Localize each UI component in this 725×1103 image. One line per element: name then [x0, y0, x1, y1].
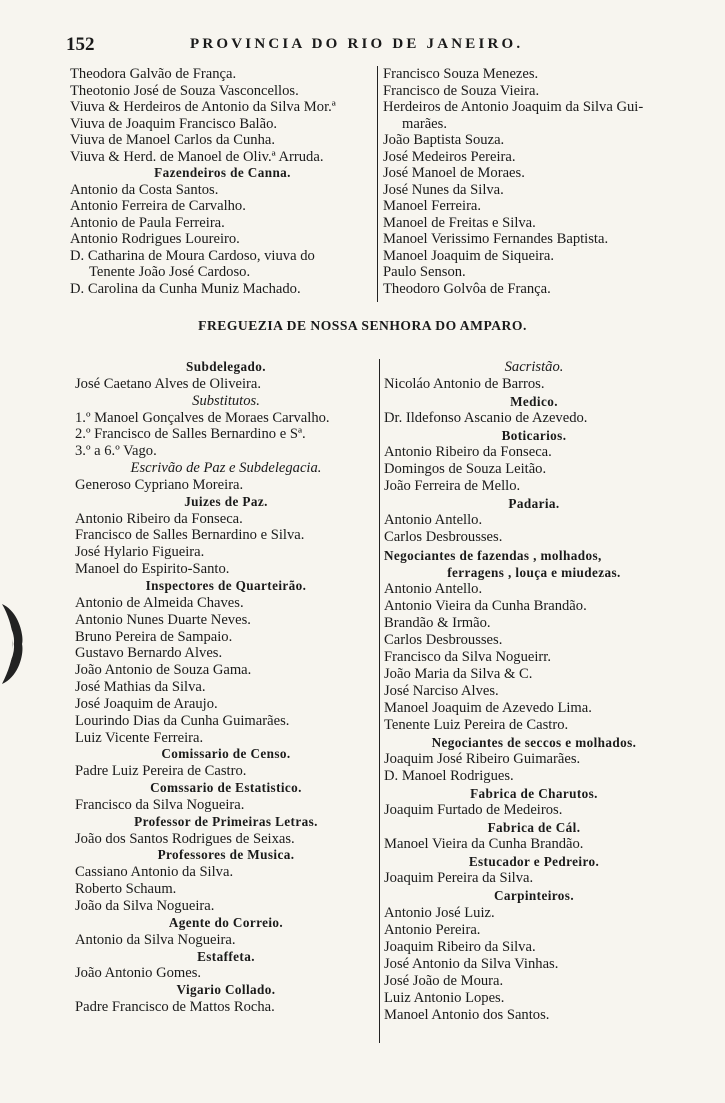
list-entry: Francisco da Silva Nogueira. — [75, 796, 245, 813]
category-heading: ferragens , louça e miudezas. — [447, 564, 621, 580]
list-entry: Francisco da Silva Nogueirr. — [384, 648, 551, 665]
list-entry: Antonio de Paula Ferreira. — [70, 214, 225, 231]
list-entry: Padre Francisco de Mattos Rocha. — [75, 999, 275, 1016]
list-entry: Antonio Ferreira de Carvalho. — [70, 198, 246, 214]
category-heading: Negociantes de fazendas , molhados, — [384, 547, 602, 563]
right-column — [384, 359, 684, 1024]
list-entry: 2.º Francisco de Salles Bernardino e Sª. — [75, 426, 306, 443]
category-heading: Escrivão de Paz e Subdelegacia. — [130, 460, 322, 477]
list-entry: D. Carolina da Cunha Muniz Machado. — [70, 280, 301, 297]
list-entry: Nicoláo Antonio de Barros. — [384, 376, 545, 393]
list-entry: Manoel Antonio dos Santos. — [384, 1006, 550, 1023]
category-heading: Sacristão. — [504, 359, 564, 375]
category-heading: Negociantes de seccos e molhados. — [431, 735, 637, 751]
list-entry: Antonio Nunes Duarte Neves. — [75, 611, 251, 628]
list-entry: marães. — [402, 115, 447, 132]
main-column-rule — [379, 359, 380, 1043]
category-heading: Vigario Collado. — [176, 982, 276, 998]
top-left-column — [70, 66, 375, 297]
list-entry: Joaquim Ribeiro da Silva. — [384, 938, 536, 955]
list-entry: 1.º Manoel Gonçalves de Moraes Carvalho. — [75, 409, 330, 426]
list-entry: José Hylario Figueira. — [75, 544, 205, 561]
list-entry: Manoel Joaquim de Siqueira. — [383, 247, 555, 264]
list-entry: Viuva de Joaquim Francisco Balão. — [70, 115, 278, 132]
list-entry: Manoel Joaquim de Azevedo Lima. — [384, 699, 592, 716]
list-entry: Luiz Vicente Ferreira. — [75, 729, 204, 746]
list-entry: Antonio da Silva Nogueira. — [75, 931, 236, 948]
category-heading: Professores de Musica. — [157, 847, 295, 863]
top-right-column — [383, 66, 683, 297]
category-heading: Fazendeiros de Canna. — [154, 165, 291, 180]
list-entry: Joaquim José Ribeiro Guimarães. — [384, 751, 581, 768]
category-heading: Estaffeta. — [197, 948, 255, 964]
list-entry: João Maria da Silva & C. — [384, 665, 533, 682]
list-entry: Bruno Pereira de Sampaio. — [75, 628, 233, 645]
list-entry: Manoel do Espirito-Santo. — [75, 561, 230, 578]
category-heading: Comssario de Estatistico. — [150, 780, 302, 796]
list-entry: Carlos Desbrousses. — [384, 631, 503, 648]
category-heading: Subdelegado. — [186, 359, 266, 374]
category-heading: Substitutos. — [192, 392, 260, 409]
category-heading: Estucador e Pedreiro. — [468, 854, 600, 870]
list-entry: Antonio da Costa Santos. — [70, 181, 219, 198]
category-heading: Agente do Correio. — [168, 914, 284, 930]
list-entry: José Manoel de Moraes. — [383, 165, 525, 181]
list-entry: Antonio Pereira. — [384, 921, 481, 938]
list-entry: Antonio Rodrigues Loureiro. — [70, 231, 240, 247]
category-heading: Fabrica de Cál. — [487, 820, 581, 836]
list-entry: Theodoro Golvôa de França. — [383, 280, 551, 297]
list-entry: José Narciso Alves. — [384, 682, 499, 699]
list-entry: Brandão & Irmão. — [384, 614, 491, 631]
list-entry: D. Catharina de Moura Cardoso, viuva do — [70, 247, 315, 264]
list-entry: João Baptista Souza. — [383, 132, 505, 148]
list-entry: José Joaquim de Araujo. — [75, 695, 218, 712]
list-entry: Francisco de Salles Bernardino e Silva. — [75, 527, 305, 544]
category-heading: Padaria. — [508, 496, 560, 512]
list-entry: Roberto Schaum. — [75, 881, 177, 898]
category-heading: Carpinteiros. — [493, 888, 575, 904]
list-entry: Manoel de Freitas e Silva. — [383, 214, 536, 231]
list-entry: Carlos Desbrousses. — [384, 529, 503, 546]
list-entry: Tenente João José Cardoso. — [89, 264, 251, 280]
list-entry: Antonio de Almeida Chaves. — [75, 594, 244, 611]
list-entry: Francisco de Souza Vieira. — [383, 82, 540, 99]
list-entry: Joaquim Pereira da Silva. — [384, 870, 534, 887]
list-entry: Antonio José Luiz. — [384, 904, 495, 921]
list-entry: Tenente Luiz Pereira de Castro. — [384, 716, 569, 733]
list-entry: José Nunes da Silva. — [383, 181, 504, 198]
category-heading: Comissario de Censo. — [161, 746, 291, 762]
list-entry: Manoel Vieira da Cunha Brandão. — [384, 836, 584, 853]
list-entry: João Ferreira de Mello. — [384, 478, 521, 495]
list-entry: Viuva & Herd. de Manoel de Oliv.ª Arruda. — [70, 148, 324, 165]
list-entry: José Mathias da Silva. — [75, 679, 206, 696]
page-header — [66, 34, 626, 56]
list-entry: 3.º a 6.º Vago. — [75, 443, 157, 460]
list-entry: Luiz Antonio Lopes. — [384, 989, 505, 1006]
list-entry: João Antonio Gomes. — [75, 965, 202, 982]
list-entry: Viuva de Manoel Carlos da Cunha. — [70, 132, 276, 148]
list-entry: Theotonio José de Souza Vasconcellos. — [70, 82, 299, 99]
list-entry: João dos Santos Rodrigues de Seixas. — [75, 830, 295, 847]
list-entry: João Antonio de Souza Gama. — [75, 662, 252, 679]
list-entry: José João de Moura. — [384, 972, 504, 989]
section-title: FREGUEZIA DE NOSSA SENHORA DO AMPARO. — [198, 318, 527, 333]
list-entry: D. Manoel Rodrigues. — [384, 768, 514, 785]
list-entry: Theodora Galvão de França. — [70, 66, 237, 82]
list-entry: Herdeiros de Antonio Joaquim da Silva Gui- — [383, 99, 644, 115]
page-number: 152 — [66, 34, 95, 55]
list-entry: Antonio Ribeiro da Fonseca. — [384, 444, 552, 461]
list-entry: Joaquim Furtado de Medeiros. — [384, 802, 563, 819]
list-entry: Lourindo Dias da Cunha Guimarães. — [75, 712, 290, 729]
left-column — [75, 359, 377, 1016]
list-entry: Generoso Cypriano Moreira. — [75, 476, 244, 493]
margin-ornament — [0, 598, 26, 690]
category-heading: Professor de Primeiras Letras. — [134, 813, 318, 829]
list-entry: Antonio Antello. — [384, 580, 483, 597]
list-entry: Antonio Vieira da Cunha Brandão. — [384, 597, 587, 614]
list-entry: Cassiano Antonio da Silva. — [75, 864, 234, 881]
list-entry: Gustavo Bernardo Alves. — [75, 645, 223, 662]
category-heading: Juizes de Paz. — [184, 493, 268, 509]
list-entry: Antonio Antello. — [384, 512, 483, 529]
top-column-rule — [377, 66, 378, 302]
list-entry: Paulo Senson. — [383, 264, 466, 280]
list-entry: Manoel Verissimo Fernandes Baptista. — [383, 231, 609, 247]
list-entry: Francisco Souza Menezes. — [383, 66, 539, 82]
list-entry: José Antonio da Silva Vinhas. — [384, 955, 559, 972]
list-entry: José Medeiros Pereira. — [383, 148, 516, 165]
list-entry: Viuva & Herdeiros de Antonio da Silva Mor.ª — [70, 99, 336, 115]
list-entry: Padre Luiz Pereira de Castro. — [75, 763, 247, 780]
list-entry: João da Silva Nogueira. — [75, 898, 215, 914]
category-heading: Inspectores de Quarteirão. — [145, 577, 307, 593]
list-entry: Antonio Ribeiro da Fonseca. — [75, 510, 243, 527]
list-entry: José Caetano Alves de Oliveira. — [75, 375, 262, 392]
list-entry: Dr. Ildefonso Ascanio de Azevedo. — [384, 410, 588, 427]
running-title: PROVINCIA DO RIO DE JANEIRO. — [190, 36, 524, 52]
list-entry: Domingos de Souza Leitão. — [384, 461, 547, 478]
category-heading: Medico. — [510, 394, 558, 410]
list-entry: Manoel Ferreira. — [383, 198, 482, 214]
category-heading: Boticarios. — [501, 428, 567, 444]
category-heading: Fabrica de Charutos. — [470, 786, 598, 802]
